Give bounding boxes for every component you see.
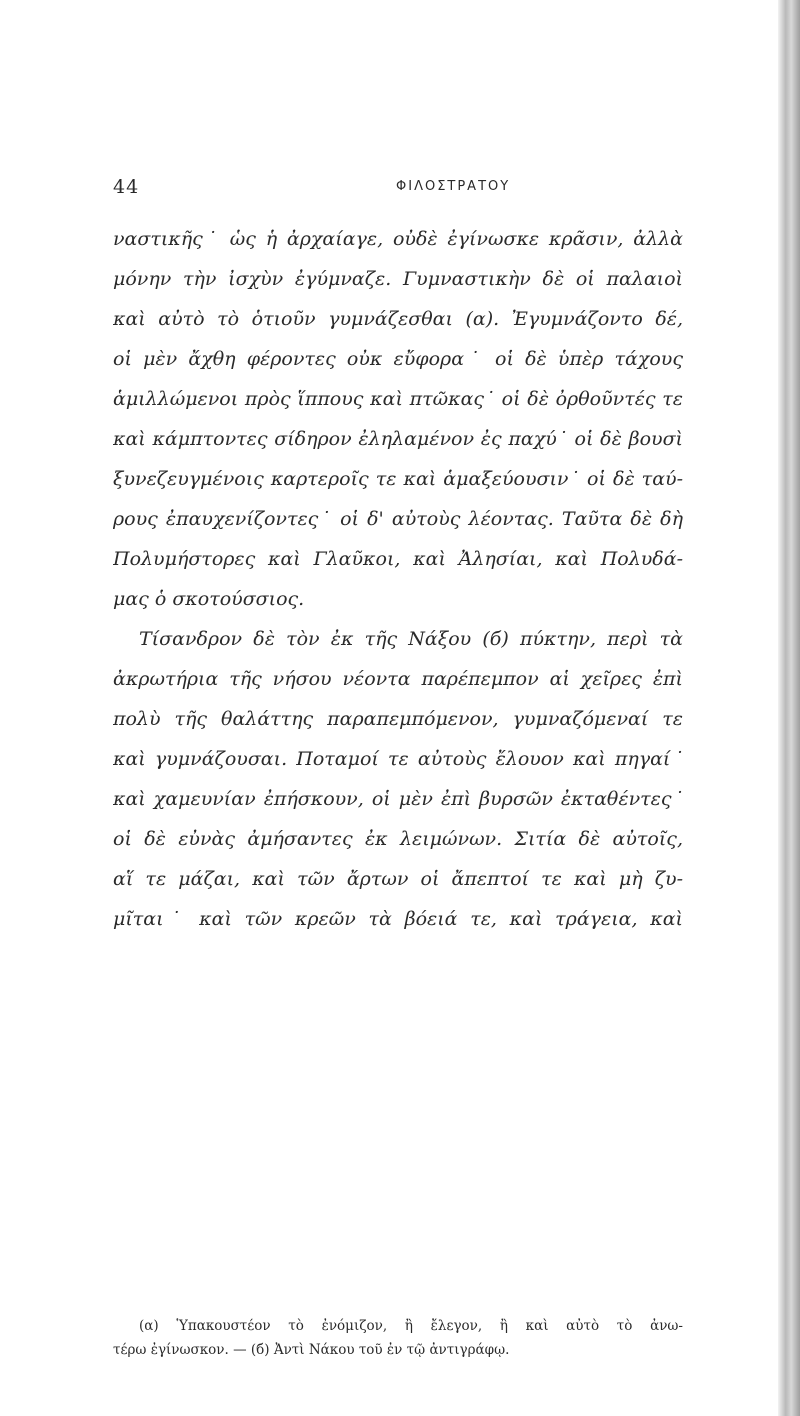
running-title: ΦΙΛΟΣΤΡΑΤΟΥ: [396, 179, 511, 194]
text-line: μας ὁ σκοτούσσιος.: [113, 588, 305, 610]
footnote-line: (α) Ὑπακουστέον τὸ ἐνόμιζον, ἢ ἔλεγον, ἢ καὶ αὐτὸ τὸ ἀνω-: [139, 1318, 683, 1334]
page-number: 44: [113, 176, 140, 198]
text-line: ξυνεζευγμένοις καρτεροῖς τε καὶ ἁμαξεύουσιν˙ οἱ δὲ ταύ-: [113, 468, 683, 490]
footnotes: [113, 1314, 683, 1362]
text-line: ναστικῆς˙ ὡς ἡ ἀρχαίαγε, οὐδὲ ἐγίνωσκε κρᾶσιν, ἀλλὰ: [113, 228, 683, 250]
text-line: ρους ἐπαυχενίζοντες˙ οἱ δ' αὐτοὺς λέοντας. Ταῦτα δὲ δὴ: [113, 508, 683, 530]
text-line: καὶ κάμπτοντες σίδηρον ἐληλαμένον ἐς παχύ˙ οἱ δὲ βουσὶ: [113, 428, 683, 450]
text-line: καὶ χαμευνίαν ἐπήσκουν, οἱ μὲν ἐπὶ βυρσῶν ἐκταθέντες˙: [113, 788, 683, 810]
book-binding-edge: [778, 0, 800, 1416]
text-line: Τίσανδρον δὲ τὸν ἐκ τῆς Νάξου (б) πύκτην, περὶ τὰ: [139, 628, 683, 650]
text-line: αἵ τε μάζαι, καὶ τῶν ἄρτων οἱ ἄπεπτοί τε καὶ μὴ ζυ-: [113, 868, 683, 890]
text-line: Πολυμήστορες καὶ Γλαῦκοι, καὶ Ἀλησίαι, καὶ Πολυδά-: [113, 548, 683, 570]
text-line: ἀκρωτήρια τῆς νήσου νέοντα παρέπεμπον αἱ χεῖρες ἐπὶ: [113, 668, 683, 690]
footnote-line: τέρω ἐγίνωσκον. — (б) Ἀντὶ Νάκου τοῦ ἐν τῷ ἀντιγράφῳ.: [113, 1342, 510, 1358]
text-line: οἱ μὲν ἄχθη φέροντες οὐκ εὔφορα˙ οἱ δὲ ὑπὲρ τάχους: [113, 348, 683, 370]
text-line: ἁμιλλώμενοι πρὸς ἵππους καὶ πτῶκας˙ οἱ δὲ ὀρθοῦντές τε: [113, 388, 683, 410]
text-line: καὶ αὐτὸ τὸ ὁτιοῦν γυμνάζεσθαι (α). Ἐγυμνάζοντο δέ,: [113, 308, 683, 330]
text-line: μῖται˙ καὶ τῶν κρεῶν τὰ βόειά τε, καὶ τράγεια, καὶ: [113, 908, 683, 930]
text-line: πολὺ τῆς θαλάττης παραπεμπόμενον, γυμναζόμεναί τε: [113, 708, 683, 730]
text-line: μόνην τὴν ἰσχὺν ἐγύμναζε. Γυμναστικὴν δὲ οἱ παλαιοὶ: [113, 268, 683, 290]
main-text: [113, 219, 683, 939]
running-head: [113, 176, 693, 206]
text-line: καὶ γυμνάζουσαι. Ποταμοί τε αὐτοὺς ἔλουον καὶ πηγαί˙: [113, 748, 683, 770]
text-line: οἱ δὲ εὐνὰς ἀμήσαντες ἐκ λειμώνων. Σιτία δὲ αὐτοῖς,: [113, 828, 683, 850]
